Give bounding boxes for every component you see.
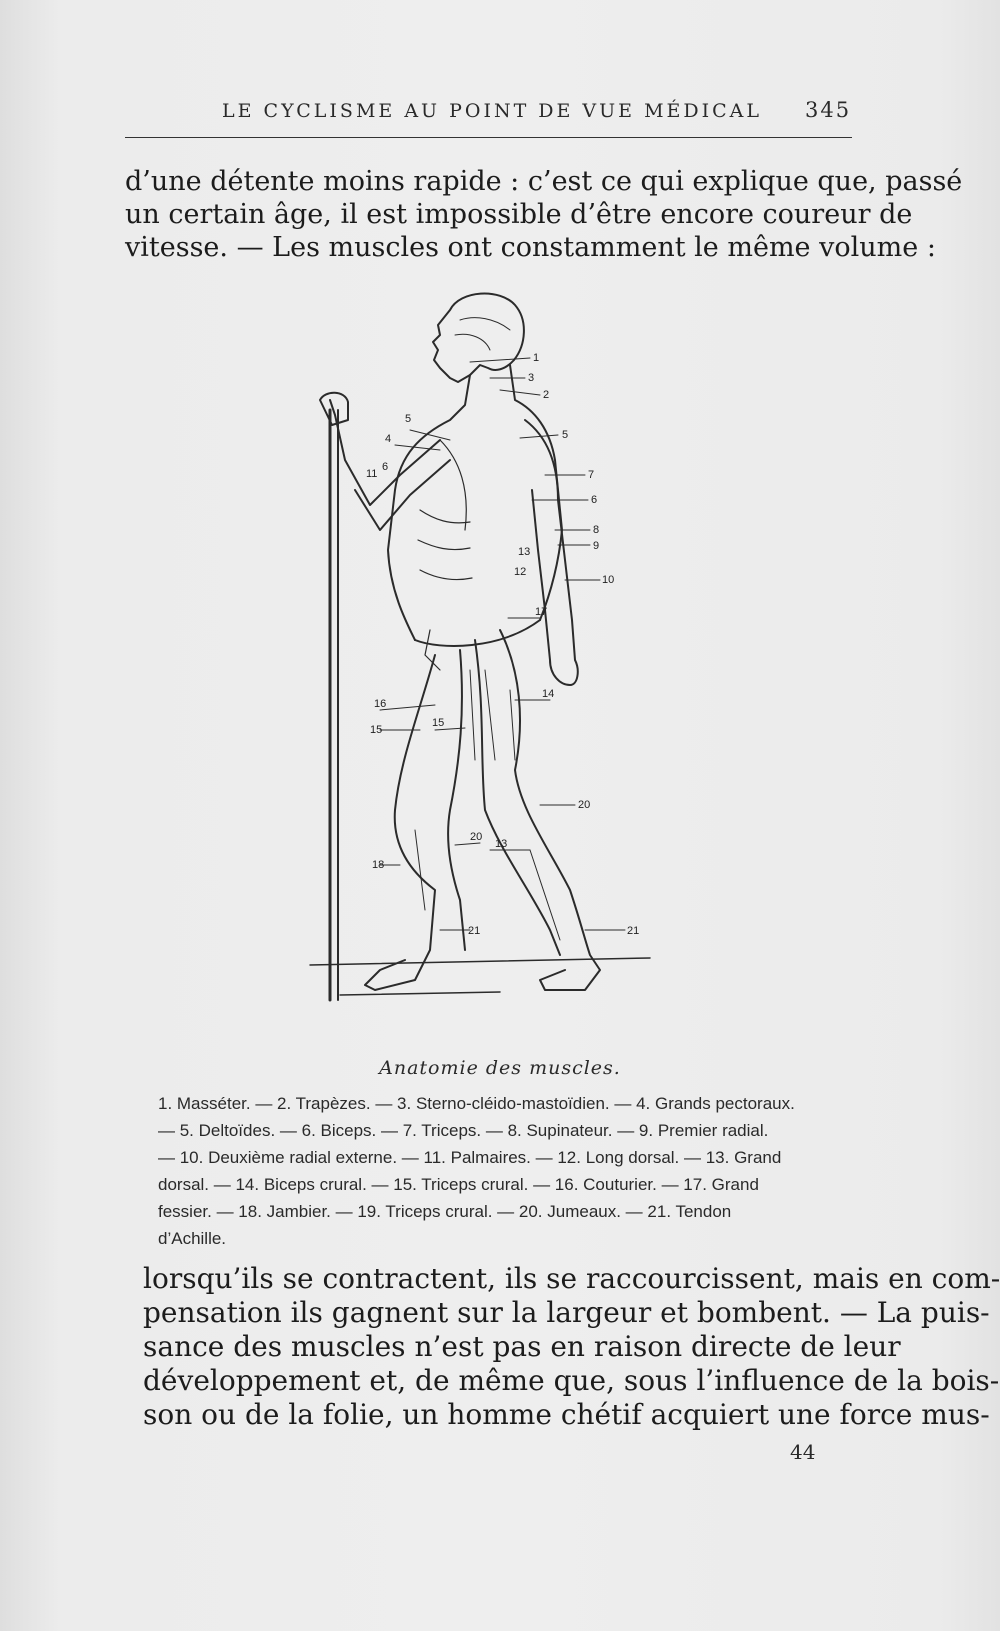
text-line: vitesse. — Les muscles ont constamment le même volume : <box>125 232 936 263</box>
figure-label: 11 <box>366 468 378 480</box>
figure-label: 17 <box>535 606 548 618</box>
legend-line: — 10. Deuxième radial externe. — 11. Palmaires. — 12. Long dorsal. — 13. Grand <box>158 1148 782 1167</box>
text-line: développement et, de même que, sous l’influence de la bois- <box>143 1364 1000 1397</box>
head-muscle-line <box>455 334 490 350</box>
legend-line: 1. Masséter. — 2. Trapèzes. — 3. Sterno-cléido-mastoïdien. — 4. Grands pectoraux. <box>158 1094 795 1113</box>
figure-label: 5 <box>405 413 412 425</box>
legend-line: d’Achille. <box>158 1229 227 1248</box>
text-line: un certain âge, il est impossible d’être encore coureur de <box>125 199 913 230</box>
thigh-muscle-line <box>510 690 515 760</box>
back-arm <box>525 420 578 685</box>
anatomy-illustration <box>300 290 700 1050</box>
figure-label: 6 <box>382 461 389 473</box>
header-rule <box>125 137 852 138</box>
text-line: son ou de la folie, un homme chétif acquiert une force mus- <box>143 1398 990 1431</box>
legend-line: — 5. Deltoïdes. — 6. Biceps. — 7. Triceps. — 8. Supinateur. — 9. Premier radial. <box>158 1121 769 1140</box>
abdomen-line <box>420 510 470 523</box>
abdomen-line <box>420 570 472 580</box>
figure-label: 9 <box>593 540 600 552</box>
running-title: LE CYCLISME AU POINT DE VUE MÉDICAL <box>222 100 763 122</box>
head-muscle-line <box>460 318 510 330</box>
figure-label: 4 <box>385 433 392 445</box>
legend-line: dorsal. — 14. Biceps crural. — 15. Triceps crural. — 16. Couturier. — 17. Grand <box>158 1175 759 1194</box>
thigh-muscle-line <box>470 670 475 760</box>
text-line: pensation ils gagnent sur la largeur et bombent. — La puis- <box>143 1296 990 1329</box>
anatomy-figure <box>300 290 700 1050</box>
figure-legend <box>158 1090 870 1252</box>
figure-label: 16 <box>374 698 387 710</box>
torso-back <box>510 365 562 620</box>
figure-label: 8 <box>593 524 600 536</box>
figure-label: 5 <box>562 429 569 441</box>
figure-label: 1 <box>533 352 540 364</box>
text-line: d’une détente moins rapide : c’est ce qui explique que, passé <box>125 166 963 197</box>
figure-label: 7 <box>588 469 595 481</box>
thigh-muscle-line <box>485 670 495 760</box>
text-line: sance des muscles n’est pas en raison directe de leur <box>143 1330 901 1363</box>
legend-line: fessier. — 18. Jambier. — 19. Triceps crural. — 20. Jumeaux. — 21. Tendon <box>158 1202 732 1221</box>
paragraph-top <box>125 165 963 264</box>
figure-label: 6 <box>591 494 598 506</box>
figure-label: 10 <box>602 574 615 586</box>
printer-signature: 44 <box>790 1440 816 1464</box>
text-line: lorsqu’ils se contractent, ils se raccourcissent, mais en com- <box>143 1262 1000 1295</box>
front-leg-inner <box>448 650 465 950</box>
paragraph-bottom <box>143 1262 1000 1432</box>
figure-label: 3 <box>528 372 535 384</box>
ground-line <box>310 958 650 965</box>
figure-label: 15 <box>370 724 383 736</box>
chest-line <box>440 440 466 530</box>
figure-label: 21 <box>627 925 640 937</box>
page-number: 345 <box>805 98 852 122</box>
figure-label: 2 <box>543 389 550 401</box>
figure-label: 18 <box>372 859 385 871</box>
front-arm <box>330 400 440 505</box>
figure-label: 15 <box>432 717 445 729</box>
figure-label: 20 <box>578 799 591 811</box>
figure-caption: Anatomie des muscles. <box>379 1057 621 1079</box>
figure-label: 21 <box>468 925 481 937</box>
figure-label: 13 <box>518 546 531 558</box>
pelvis-line <box>415 620 540 646</box>
abdomen-line <box>418 540 470 550</box>
shin-muscle-line <box>415 830 425 910</box>
ground-line <box>340 992 500 995</box>
figure-label: 13 <box>495 838 508 850</box>
figure-label: 14 <box>542 688 555 700</box>
figure-label: 12 <box>514 566 527 578</box>
figure-label: 20 <box>470 831 483 843</box>
